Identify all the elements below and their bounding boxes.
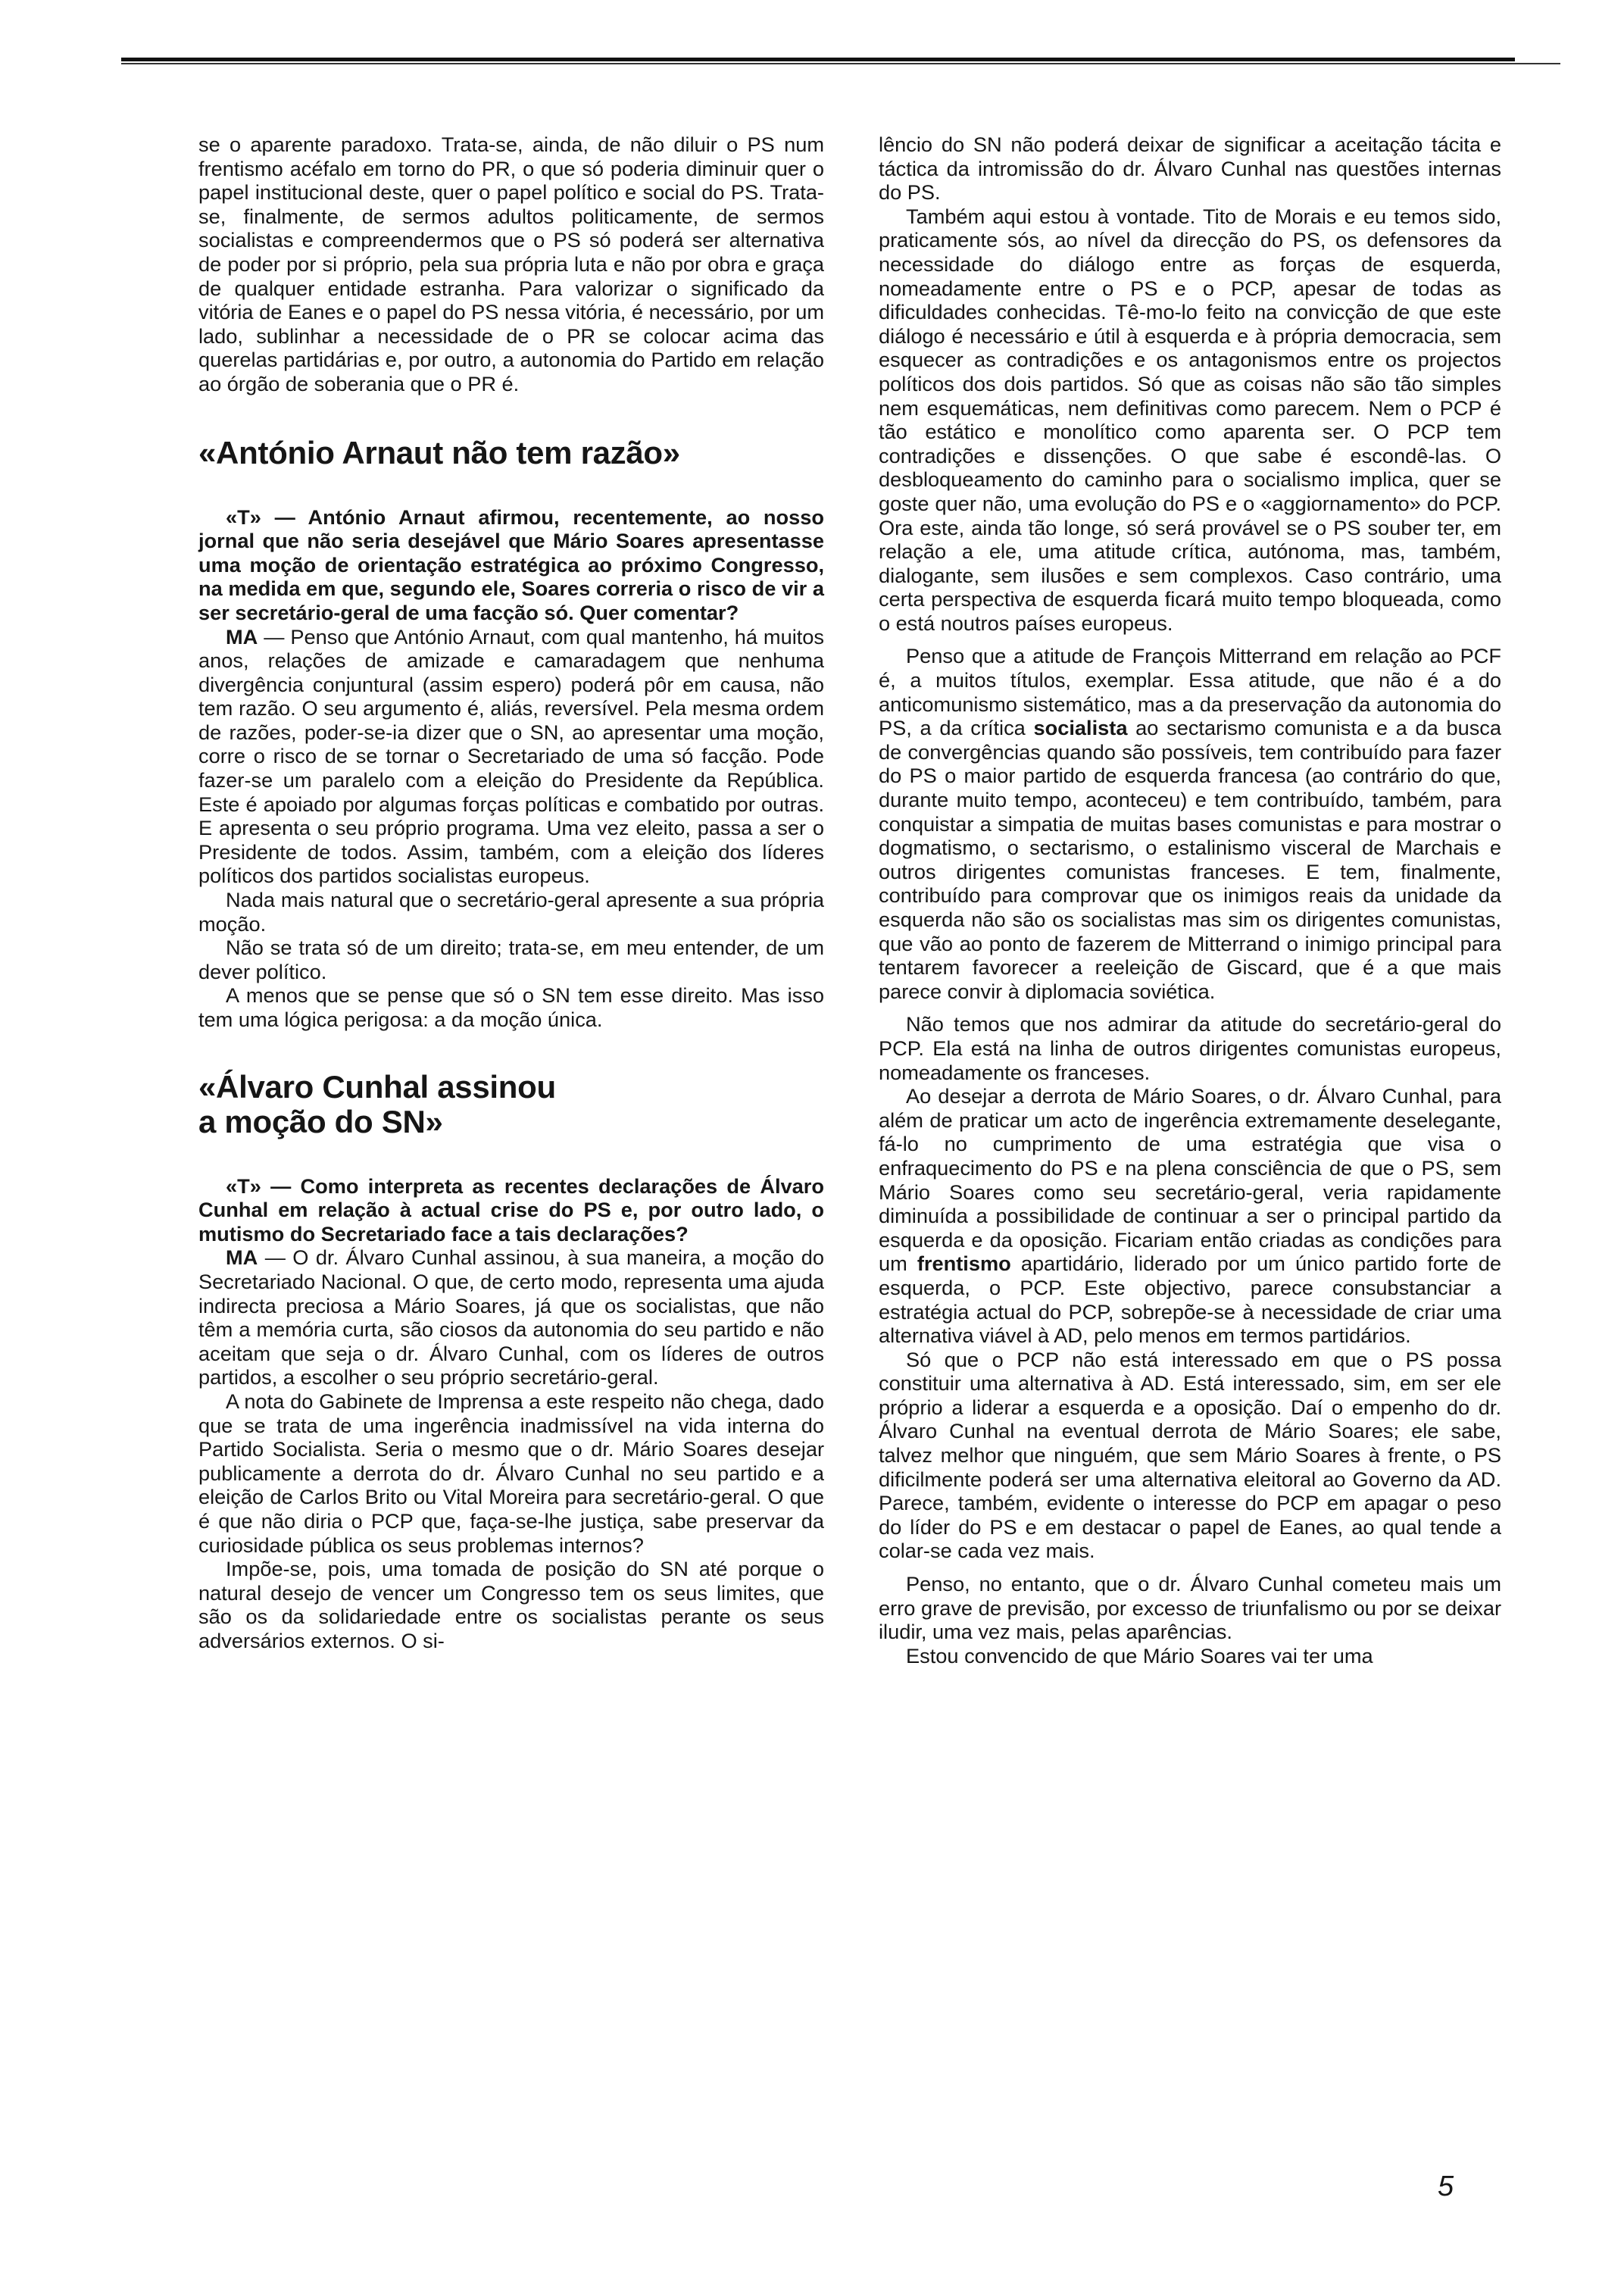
answer-1-speaker: MA bbox=[226, 624, 258, 649]
top-rule-thick bbox=[121, 58, 1515, 61]
top-rule-thin bbox=[121, 63, 1560, 64]
question-1: «T» — António Arnaut afirmou, recentemente, ao nosso jornal que não seria desejável que Mário Soares apresentasse uma moção de orientação estratégica ao próximo Congresso, na medida em que, segundo ele, Soares correria o risco de vir a ser secretário-geral de uma facção só. Quer comentar? bbox=[198, 505, 824, 624]
answer-1-paragraph-1: MA — Penso que António Arnaut, com qual mantenho, há muitos anos, relações de amizade e camaradagem que nenhuma divergência conjuntural (assim espero) poderá pôr em causa, não tem razão. O seu argumento é, aliás, reversível. Pela mesma ordem de razões, poder-se-ia dizer que o SN, ao apresentar uma moção, corre o risco de se tornar o Secretariado de uma só facção. Pode fazer-se um paralelo com a eleição do Presidente da República. Este é apoiado por algumas forças políticas e combatido por outras. E apresenta o seu próprio programa. Uma vez eleito, passa a ser o Presidente de todos. Assim, também, com a eleição dos líderes políticos dos partidos socialistas europeus. bbox=[198, 624, 824, 888]
right-column bbox=[879, 133, 1501, 1667]
answer-2-paragraph-1: MA — O dr. Álvaro Cunhal assinou, à sua maneira, a moção do Secretariado Nacional. O que, de certo modo, representa uma ajuda indirecta preciosa a Mário Soares, já que os socialistas, que não têm a memória curta, são ciosos da autonomia do seu partido e não aceitam que seja o dr. Álvaro Cunhal, com os líderes de outros partidos, a escolher o seu próprio secretário-geral. bbox=[198, 1246, 824, 1389]
right-paragraph-6: Só que o PCP não está interessado em que o PS possa constituir uma alternativa à AD. Está interessado, sim, em ser ele próprio a liderar a esquerda e a oposição. Daí o empenho do dr. Álvaro Cunhal na eventual derrota de Mário Soares; ele sabe, talvez melhor que ninguém, que sem Mário Soares à frente, o PS dificilmente poderá ser uma alternativa eleitoral ao Governo da AD. Parece, também, evidente o interesse do PCP em apagar o peso do líder do PS e em destacar o papel de Eanes, ao qual tende a colar-se cada vez mais. bbox=[879, 1347, 1501, 1563]
heading-arnaut: «António Arnaut não tem razão» bbox=[198, 434, 680, 470]
right-paragraph-5: Ao desejar a derrota de Mário Soares, o dr. Álvaro Cunhal, para além de praticar um acto de ingerência extremamente deselegante, fá-lo no cumprimento de uma estratégia que visa o enfraquecimento do PS e na plena consciência de que o PS, sem Mário Soares como seu secretário-geral, veria rapidamente diminuída a possibilidade de continuar a ser o principal partido da esquerda e da oposição. Ficariam então criadas as condições para um frentismo apartidário, liderado por um único partido forte de esquerda, o PCP. Este objectivo, parece consubstanciar a estratégia actual do PCP, sobrepõe-se à necessidade de criar uma alternativa viável à AD, pelo menos em termos partidários. bbox=[879, 1084, 1501, 1348]
right-paragraph-7: Penso, no entanto, que o dr. Álvaro Cunhal cometeu mais um erro grave de previsão, por excesso de triunfalismo ou por se deixar iludir, uma vez mais, pelas aparências. bbox=[879, 1572, 1501, 1644]
right-paragraph-4: Não temos que nos admirar da atitude do secretário-geral do PCP. Ela está na linha de outros dirigentes comunistas europeus, nomeadamente os franceses. bbox=[879, 1012, 1501, 1084]
heading-cunhal: «Álvaro Cunhal assinou a moção do SN» bbox=[198, 1068, 556, 1139]
left-column bbox=[198, 133, 824, 1652]
answer-2-paragraph-2: A nota do Gabinete de Imprensa a este respeito não chega, dado que se trata de uma ingerência inadmissível na vida interna do Partido Socialista. Seria o mesmo que o dr. Mário Soares desejar publicamente a derrota do dr. Álvaro Cunhal no seu partido e a eleição de Carlos Brito ou Vital Moreira para secretário-geral. O que é que não diria o PCP que, faça-se-lhe justiça, sabe preservar da curiosidade pública os seus problemas internos? bbox=[198, 1389, 824, 1557]
right-paragraph-2: Também aqui estou à vontade. Tito de Morais e eu temos sido, praticamente sós, ao nível da direcção do PS, os defensores da necessidade do diálogo entre as forças de esquerda, nomeadamente entre o PS e o PCP, apesar de todas as dificuldades conhecidas. Tê-mo-lo feito na convicção de que este diálogo é necessário e útil à esquerda e à própria democracia, sem esquecer as contradições e os antagonismos entre os projectos políticos dos dois partidos. Só que as coisas não são tão simples nem esquemáticas, nem definitivas como parecem. Nem o PCP é tão estático e monolítico como aparenta ser. O PCP tem contradições e dissenções. O que sabe é escondê-las. O desbloqueamento do caminho para o socialismo implica, quer se goste quer não, uma evolução do PS e o «aggiornamento» do PCP. Ora este, ainda tão longe, só será provável se o PS souber ter, em relação a ele, uma atitude crítica, autónoma, mas, também, dialogante, sem ilusões e sem complexos. Caso contrário, uma certa perspectiva de esquerda ficará muito tempo bloqueada, como o está noutros países europeus. bbox=[879, 204, 1501, 635]
answer-1-paragraph-4: A menos que se pense que só o SN tem esse direito. Mas isso tem uma lógica perigosa: a da moção única. bbox=[198, 983, 824, 1031]
answer-1-paragraph-2: Nada mais natural que o secretário-geral apresente a sua própria moção. bbox=[198, 888, 824, 936]
intro-paragraph: se o aparente paradoxo. Trata-se, ainda, de não diluir o PS num frentismo acéfalo em torno do PR, o que só poderia diminuir quer o papel institucional deste, quer o papel político e social do PS. Trata-se, finalmente, de sermos adultos politicamente, de sermos socialistas e compreendermos que o PS só poderá ser alternativa de poder por si próprio, pela sua própria luta e não por obra e graça de qualquer entidade estranha. Para valorizar o significado da vitória de Eanes e o papel do PS nessa vitória, é necessário, por um lado, sublinhar a necessidade de o PR se colocar acima das querelas partidárias e, por outro, a autonomia do Partido em relação ao órgão de soberania que o PR é. bbox=[198, 133, 824, 395]
page-number: 5 bbox=[1438, 2171, 1454, 2202]
question-2: «T» — Como interpreta as recentes declarações de Álvaro Cunhal em relação à actual crise do PS e, por outro lado, o mutismo do Secretariado face a tais declarações? bbox=[198, 1174, 824, 1246]
right-paragraph-3: Penso que a atitude de François Mitterrand em relação ao PCF é, a muitos títulos, exemplar. Essa atitude, que não é a do anticomunismo sistemático, mas a da preservação da autonomia do PS, a da crítica socialista ao sectarismo comunista e a da busca de convergências quando são possíveis, tem contribuído para fazer do PS o maior partido de esquerda francesa (ao contrário do que, durante muito tempo, aconteceu) e tem contribuído, também, para conquistar a simpatia de muitas bases comunistas e para mostrar o dogmatismo, o sectarismo, o estalinismo visceral de Marchais e outros dirigentes comunistas franceses. E tem, finalmente, contribuído para comprovar que os inimigos reais da unidade da esquerda não são os socialistas mas sim os dirigentes comunistas, que vão ao ponto de fazerem de Mitterrand o inimigo principal para tentarem favorecer a reeleição de Giscard, que é a que mais parece convir à diplomacia soviética. bbox=[879, 644, 1502, 1003]
answer-2-paragraph-3: Impõe-se, pois, uma tomada de posição do SN até porque o natural desejo de vencer um Congresso tem os seus limites, que são os da solidariedade entre os socialistas perante os seus adversários externos. O si- bbox=[198, 1557, 824, 1652]
right-paragraph-8: Estou convencido de que Mário Soares vai ter uma bbox=[906, 1643, 1373, 1667]
top-rule bbox=[121, 56, 1560, 64]
answer-1-paragraph-3: Não se trata só de um direito; trata-se, em meu entender, de um dever político. bbox=[198, 936, 824, 983]
answer-2-speaker: MA bbox=[226, 1246, 258, 1270]
right-paragraph-1: lêncio do SN não poderá deixar de significar a aceitação tácita e táctica da intromissão do dr. Álvaro Cunhal nas questões internas do PS. bbox=[879, 133, 1501, 205]
